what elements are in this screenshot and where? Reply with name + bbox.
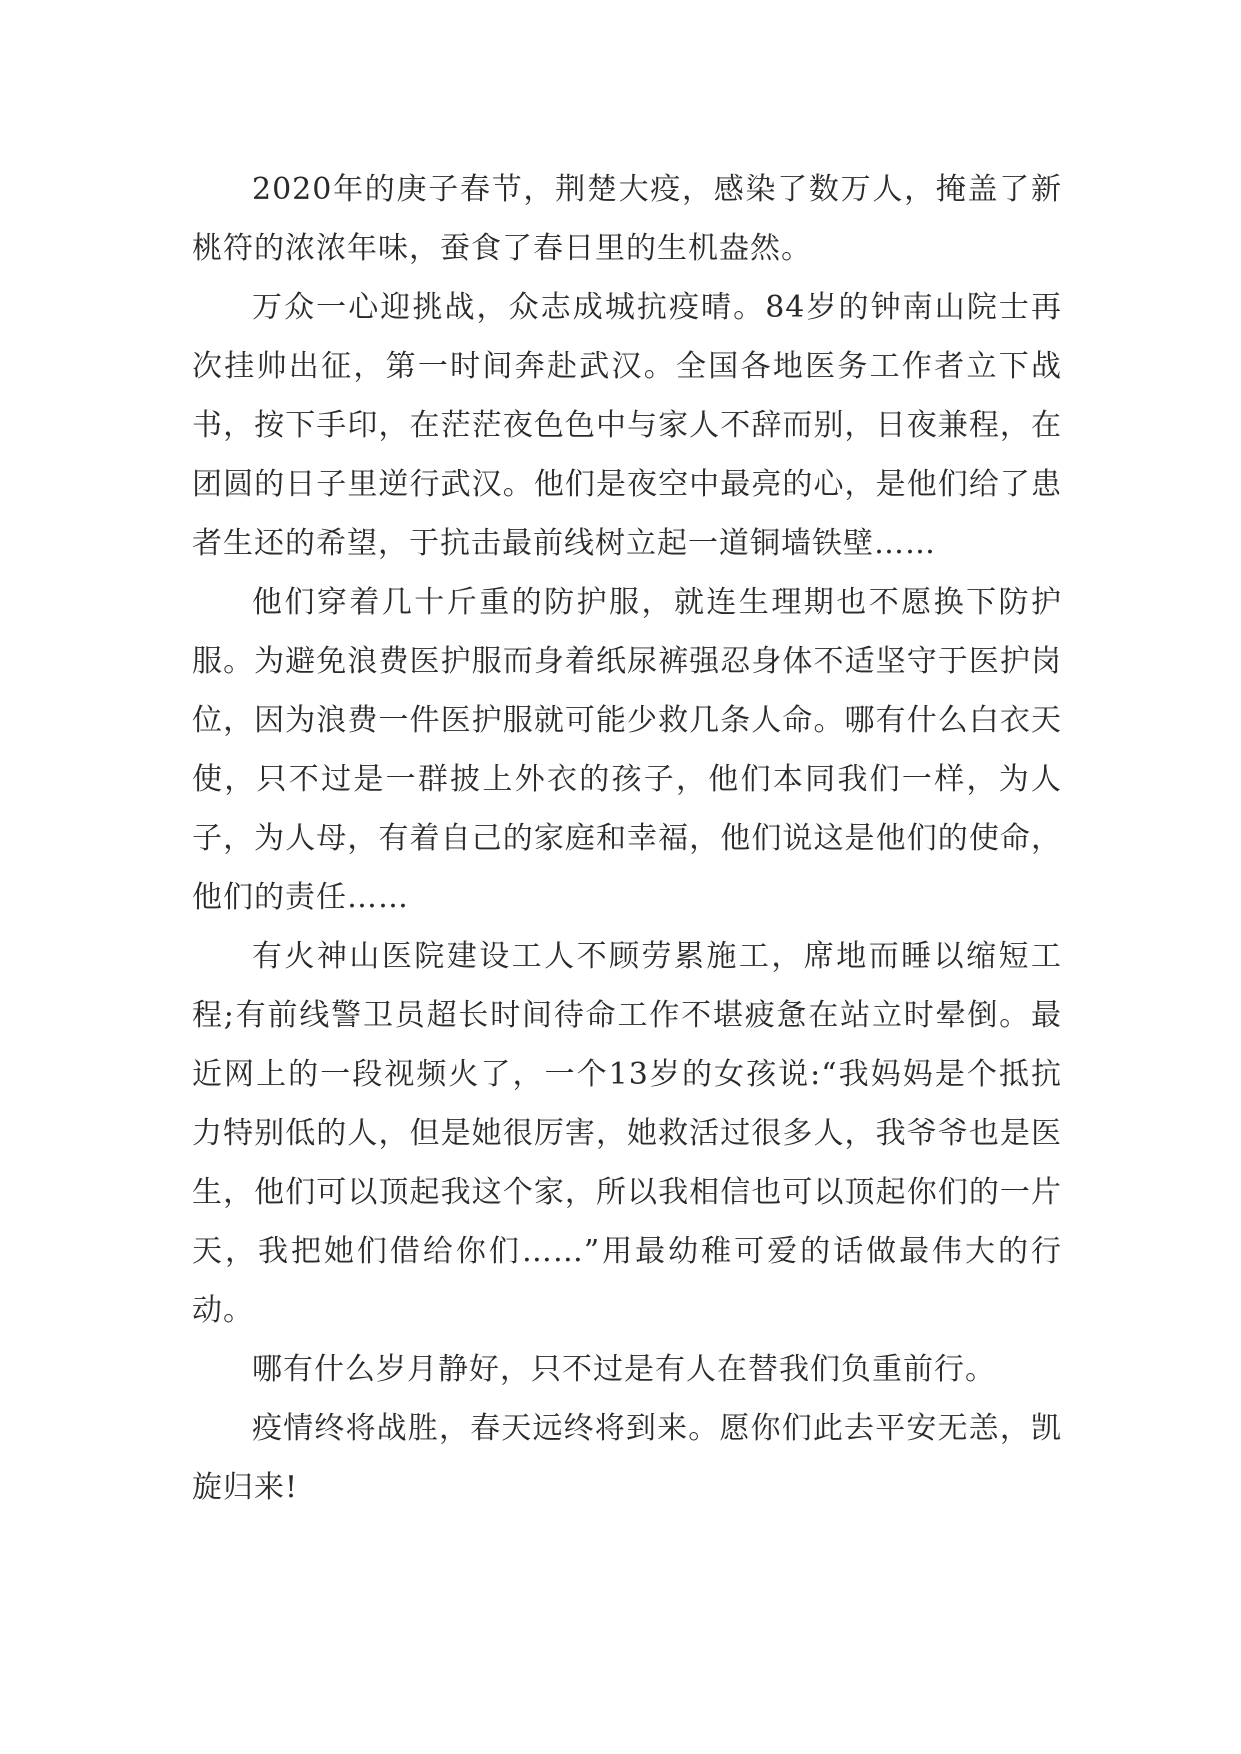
paragraph-5: 哪有什么岁月静好，只不过是有人在替我们负重前行。 xyxy=(252,1352,996,1387)
document-body xyxy=(192,160,1062,1517)
paragraph-2: 万众一心迎挑战，众志成城抗疫晴。84岁的钟南山院士再次挂帅出征，第一时间奔赴武汉。全国各地医务工作者立下战书，按下手印，在茫茫夜色色中与家人不辞而别，日夜兼程，在团圆的日子里逆行武汉。他们是夜空中最亮的心，是他们给了患者生还的希望，于抗击最前线树立起一道铜墙铁壁…… xyxy=(192,290,1062,561)
paragraph-6: 疫情终将战胜，春天远终将到来。愿你们此去平安无恙，凯旋归来! xyxy=(192,1411,1062,1505)
paragraph-3: 他们穿着几十斤重的防护服，就连生理期也不愿换下防护服。为避免浪费医护服而身着纸尿裤强忍身体不适坚守于医护岗位，因为浪费一件医护服就可能少救几条人命。哪有什么白衣天使，只不过是一群披上外衣的孩子，他们本同我们一样，为人子，为人母，有着自己的家庭和幸福，他们说这是他们的使命，他们的责任…… xyxy=(192,585,1062,915)
paragraph-1: 2020年的庚子春节，荆楚大疫，感染了数万人，掩盖了新桃符的浓浓年味，蚕食了春日里的生机盎然。 xyxy=(192,172,1062,266)
paragraph-4: 有火神山医院建设工人不顾劳累施工，席地而睡以缩短工程;有前线警卫员超长时间待命工作不堪疲惫在站立时晕倒。最近网上的一段视频火了，一个13岁的女孩说:“我妈妈是个抵抗力特别低的人，但是她很厉害，她救活过很多人，我爷爷也是医生，他们可以顶起我这个家，所以我相信也可以顶起你们的一片天，我把她们借给你们……”用最幼稚可爱的话做最伟大的行动。 xyxy=(192,939,1062,1328)
